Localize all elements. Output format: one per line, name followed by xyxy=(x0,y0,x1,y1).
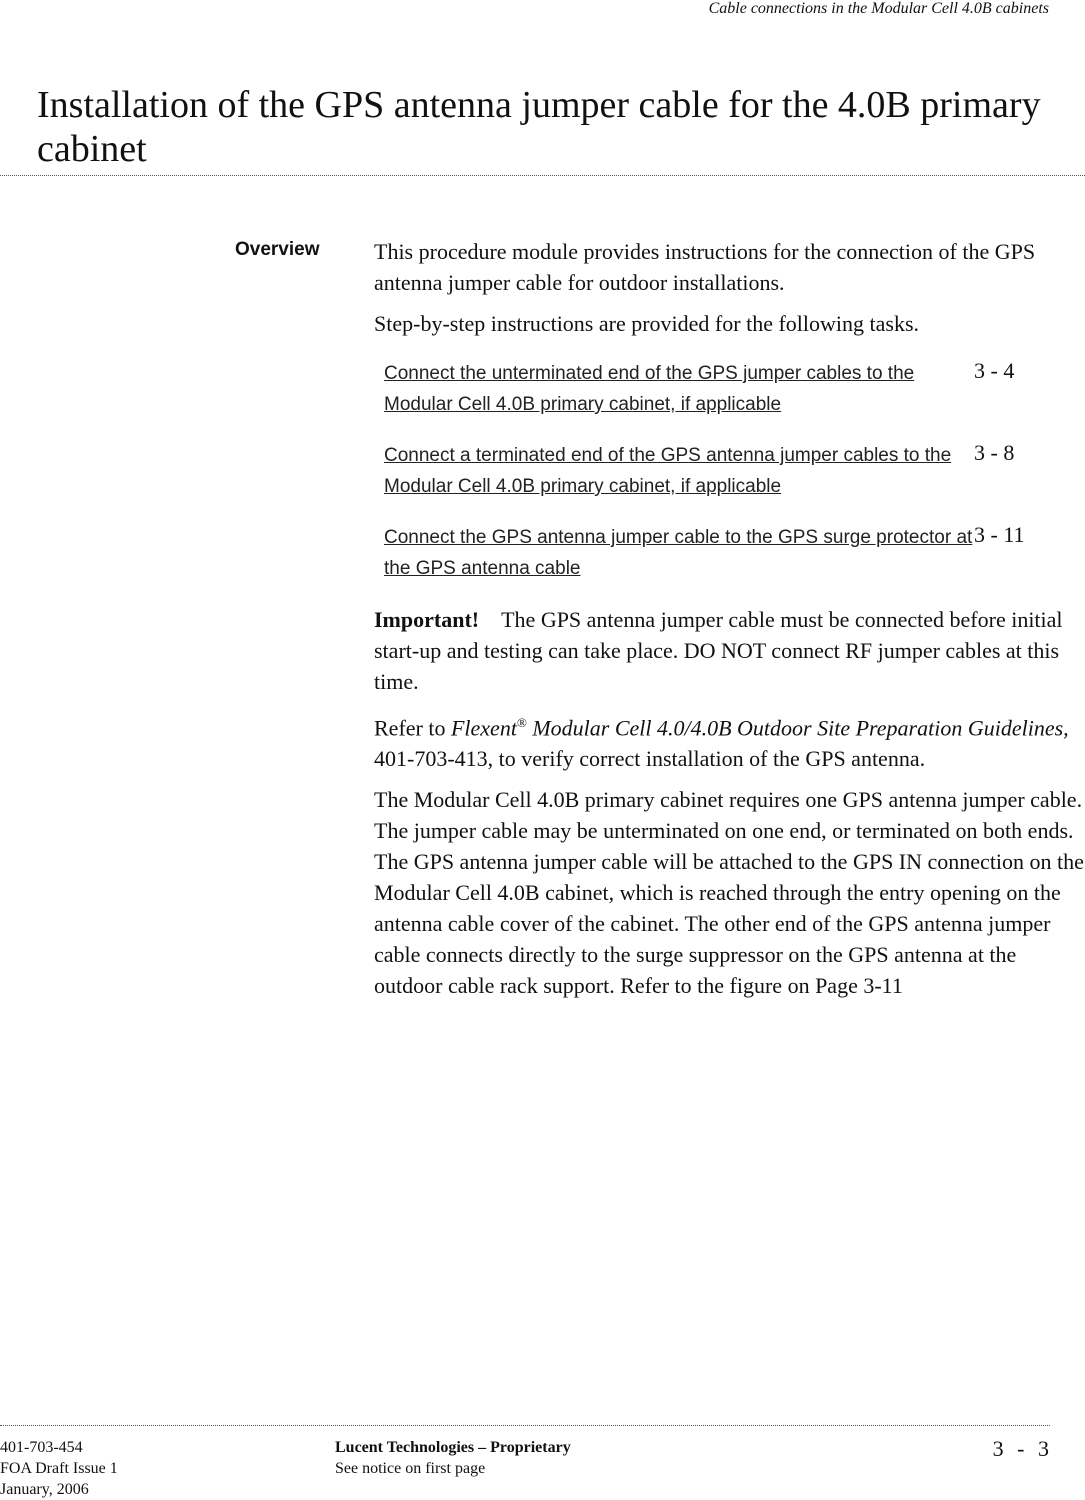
task-page-ref: 3 - 11 xyxy=(974,522,1025,547)
reference-paragraph xyxy=(374,707,1085,774)
reference-prefix: Refer to xyxy=(374,715,451,741)
company-notice: Lucent Technologies – Proprietary xyxy=(335,1439,571,1456)
important-text: The GPS antenna jumper cable must be connected before initial start-up and testing can take place. DO NOT connect RF jumper cables at this time. xyxy=(374,607,1063,694)
task-row xyxy=(374,358,1025,440)
description-paragraph: The Modular Cell 4.0B primary cabinet requires one GPS antenna jumper cable. The jumper cable may be unterminated on one end, or terminated on both ends. The GPS antenna jumper cable will be attached to the GPS IN connection on the Modular Cell 4.0B cabinet, which is reached through the entry opening on the antenna cable cover of the cabinet. The other end of the GPS antenna jumper cable connects directly to the surge suppressor on the GPS antenna at the outdoor cable rack support. Refer to the figure on Page 3-11 xyxy=(374,787,1084,999)
task-link-unterminated[interactable]: Connect the unterminated end of the GPS jumper cables to the Modular Cell 4.0B primary cabinet, if applicable xyxy=(384,363,915,415)
intro-paragraph: This procedure module provides instructions for the connection of the GPS antenna jumper cable for outdoor installations. xyxy=(374,239,1036,295)
footer-doc-info xyxy=(0,1437,118,1500)
important-note xyxy=(374,604,1085,697)
task-page-ref: 3 - 8 xyxy=(974,440,1015,465)
notice-reference: See notice on first page xyxy=(335,1460,486,1477)
title-divider xyxy=(0,175,1085,176)
page-title: Installation of the GPS antenna jumper cable for the 4.0B primary cabinet xyxy=(37,84,1041,170)
task-page-ref: 3 - 4 xyxy=(974,358,1015,383)
task-row xyxy=(374,440,1025,522)
doc-number: 401-703-454 xyxy=(0,1439,83,1456)
reference-suffix: 401-703-413, to verify correct installation of the GPS antenna. xyxy=(374,746,926,772)
task-list xyxy=(374,358,1025,604)
footer-proprietary xyxy=(335,1437,571,1479)
tasks-intro-paragraph: Step-by-step instructions are provided for the following tasks. xyxy=(374,311,920,336)
running-header: Cable connections in the Modular Cell 4.0B cabinets xyxy=(708,0,1049,17)
doc-date: January, 2006 xyxy=(0,1481,89,1498)
footer-divider xyxy=(0,1425,1050,1426)
reference-guide-title: Modular Cell 4.0/4.0B Outdoor Site Preparation Guidelines, xyxy=(526,715,1069,741)
task-link-terminated[interactable]: Connect a terminated end of the GPS antenna jumper cables to the Modular Cell 4.0B primary cabinet, if applicable xyxy=(384,445,952,497)
task-link-surge-protector[interactable]: Connect the GPS antenna jumper cable to the GPS surge protector at the GPS antenna cable xyxy=(384,527,973,579)
reference-brand: Flexent xyxy=(450,715,517,741)
section-heading-overview: Overview xyxy=(235,239,320,260)
doc-issue: FOA Draft Issue 1 xyxy=(0,1460,118,1477)
registered-mark: ® xyxy=(516,715,527,730)
page-number: 3 - 3 xyxy=(992,1436,1049,1461)
body-content xyxy=(374,236,1085,1011)
important-label: Important! xyxy=(374,607,480,632)
task-row xyxy=(374,522,1025,604)
